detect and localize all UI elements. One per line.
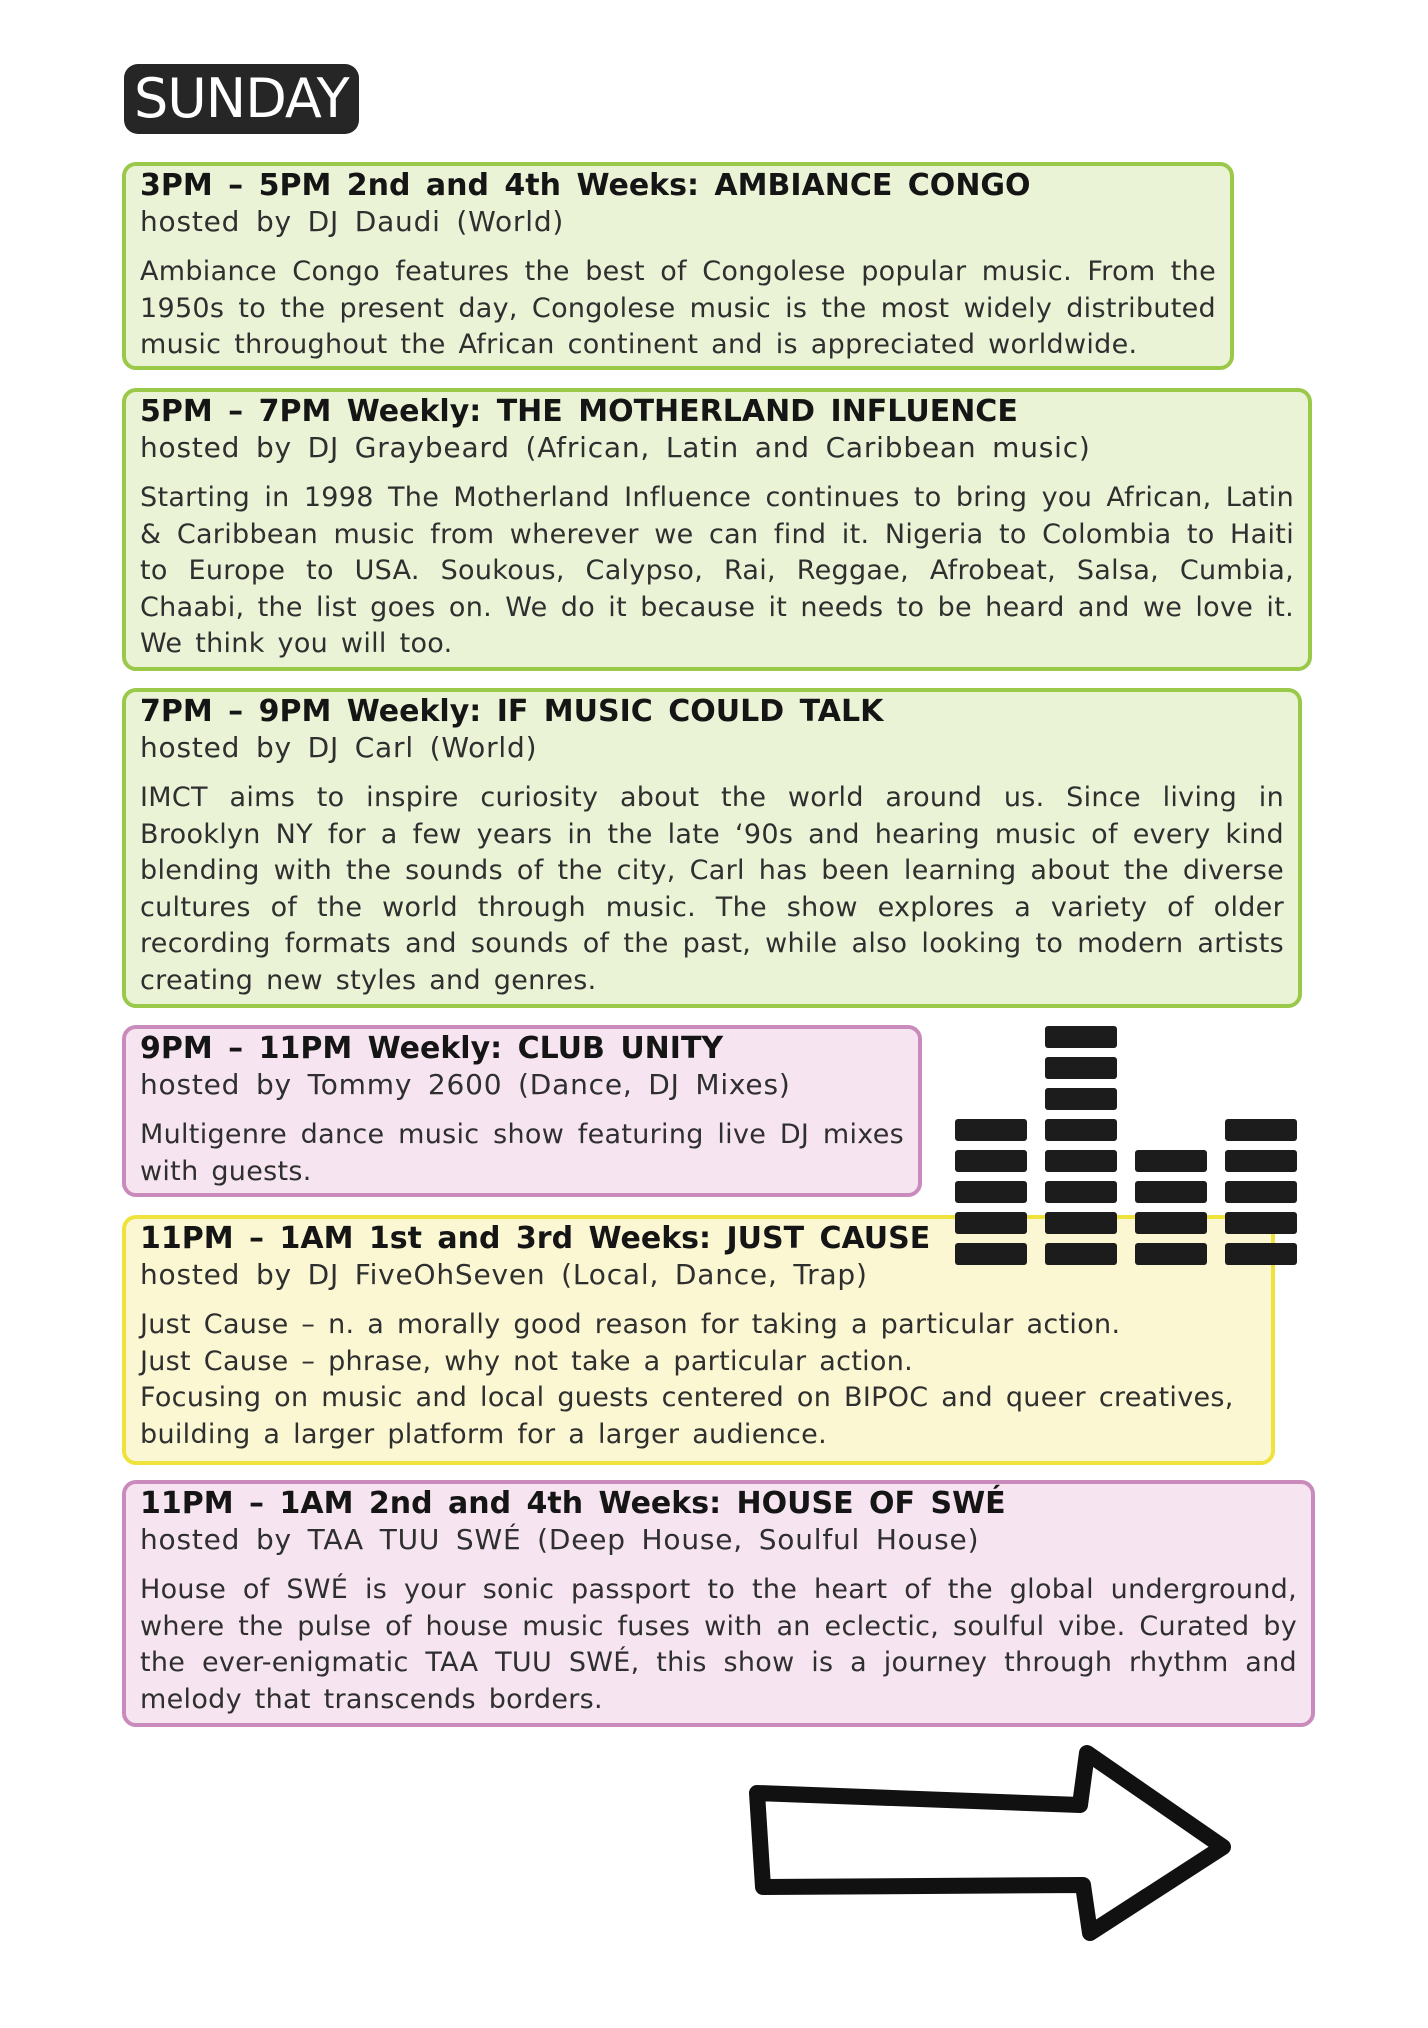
show-card-club-unity [122, 1025, 922, 1197]
equalizer-segment [1045, 1243, 1117, 1265]
show-description: Ambiance Congo features the best of Congolese popular music. From the 1950s to the present day, Congolese music is the most widely distributed music throughout the African continent and is appreciated worldwide. [140, 256, 1216, 360]
description-line: Just Cause – n. a morally good reason for taking a particular action. [140, 1309, 1121, 1340]
equalizer-segment [955, 1212, 1027, 1234]
show-host: hosted by DJ FiveOhSeven (Local, Dance, Trap) [140, 1258, 868, 1291]
equalizer-segment [1135, 1150, 1207, 1172]
show-title: 11PM – 1AM 2nd and 4th Weeks: HOUSE OF SWÉ [140, 1486, 1006, 1521]
equalizer-segment [1045, 1088, 1117, 1110]
equalizer-segment [1045, 1057, 1117, 1079]
show-card-motherland-influence [122, 388, 1312, 671]
equalizer-segment [955, 1150, 1027, 1172]
equalizer-segment [1045, 1212, 1117, 1234]
equalizer-segment [1045, 1181, 1117, 1203]
show-title: 7PM – 9PM Weekly: IF MUSIC COULD TALK [140, 694, 884, 729]
show-host: hosted by DJ Carl (World) [140, 731, 538, 764]
show-card-if-music-could-talk [122, 688, 1302, 1008]
description-line: Focusing on music and local guests centered on BIPOC and queer creatives, building a larger platform for a larger audience. [140, 1382, 1234, 1450]
show-title: 11PM – 1AM 1st and 3rd Weeks: JUST CAUSE [140, 1221, 931, 1256]
equalizer-segment [1135, 1212, 1207, 1234]
show-title: 3PM – 5PM 2nd and 4th Weeks: AMBIANCE CONGO [140, 168, 1031, 203]
day-heading: SUNDAY [124, 64, 359, 134]
show-card-house-of-swe [122, 1480, 1315, 1727]
show-description: House of SWÉ is your sonic passport to the heart of the global underground, where the pulse of house music fuses with an eclectic, soulful vibe. Curated by the ever-enigmatic TAA TUU SWÉ, this show is a journey through rhythm and melody that transcends borders. [140, 1574, 1297, 1715]
equalizer-segment [1045, 1119, 1117, 1141]
show-host: hosted by Tommy 2600 (Dance, DJ Mixes) [140, 1068, 791, 1101]
equalizer-bars-icon [955, 1010, 1300, 1265]
equalizer-segment [1225, 1119, 1297, 1141]
show-host: hosted by DJ Graybeard (African, Latin and Caribbean music) [140, 431, 1091, 464]
equalizer-segment [1225, 1181, 1297, 1203]
show-description: Multigenre dance music show featuring live DJ mixes with guests. [140, 1119, 904, 1187]
description-line: Just Cause – phrase, why not take a particular action. [140, 1345, 914, 1377]
equalizer-segment [1225, 1212, 1297, 1234]
equalizer-segment [1225, 1243, 1297, 1265]
show-description [140, 1307, 1257, 1453]
show-host: hosted by DJ Daudi (World) [140, 205, 565, 238]
arrow-right-icon [735, 1745, 1235, 1945]
equalizer-segment [955, 1181, 1027, 1203]
equalizer-segment [955, 1119, 1027, 1141]
show-description: Starting in 1998 The Motherland Influence continues to bring you African, Latin & Caribbean music from wherever we can find it. Nigeria to Colombia to Haiti to Europe to USA. Soukous, Calypso, Rai, Reggae, Afrobeat, Salsa, Cumbia, Chaabi, the list goes on. We do it because it needs to be heard and we love it. We think you will too. [140, 482, 1294, 659]
show-title: 5PM – 7PM Weekly: THE MOTHERLAND INFLUENCE [140, 394, 1018, 429]
equalizer-segment [1045, 1150, 1117, 1172]
show-title: 9PM – 11PM Weekly: CLUB UNITY [140, 1031, 724, 1066]
show-card-ambiance-congo [122, 162, 1234, 370]
equalizer-segment [1135, 1243, 1207, 1265]
equalizer-segment [955, 1243, 1027, 1265]
equalizer-segment [1135, 1181, 1207, 1203]
equalizer-segment [1225, 1150, 1297, 1172]
show-host: hosted by TAA TUU SWÉ (Deep House, Soulful House) [140, 1523, 980, 1556]
show-description: IMCT aims to inspire curiosity about the world around us. Since living in Brooklyn NY for a few years in the late ‘90s and hearing music of every kind blending with the sounds of the city, Carl has been learning about the diverse cultures of the world through music. The show explores a variety of older recording formats and sounds of the past, while also looking to modern artists creating new styles and genres. [140, 782, 1284, 996]
equalizer-segment [1045, 1026, 1117, 1048]
